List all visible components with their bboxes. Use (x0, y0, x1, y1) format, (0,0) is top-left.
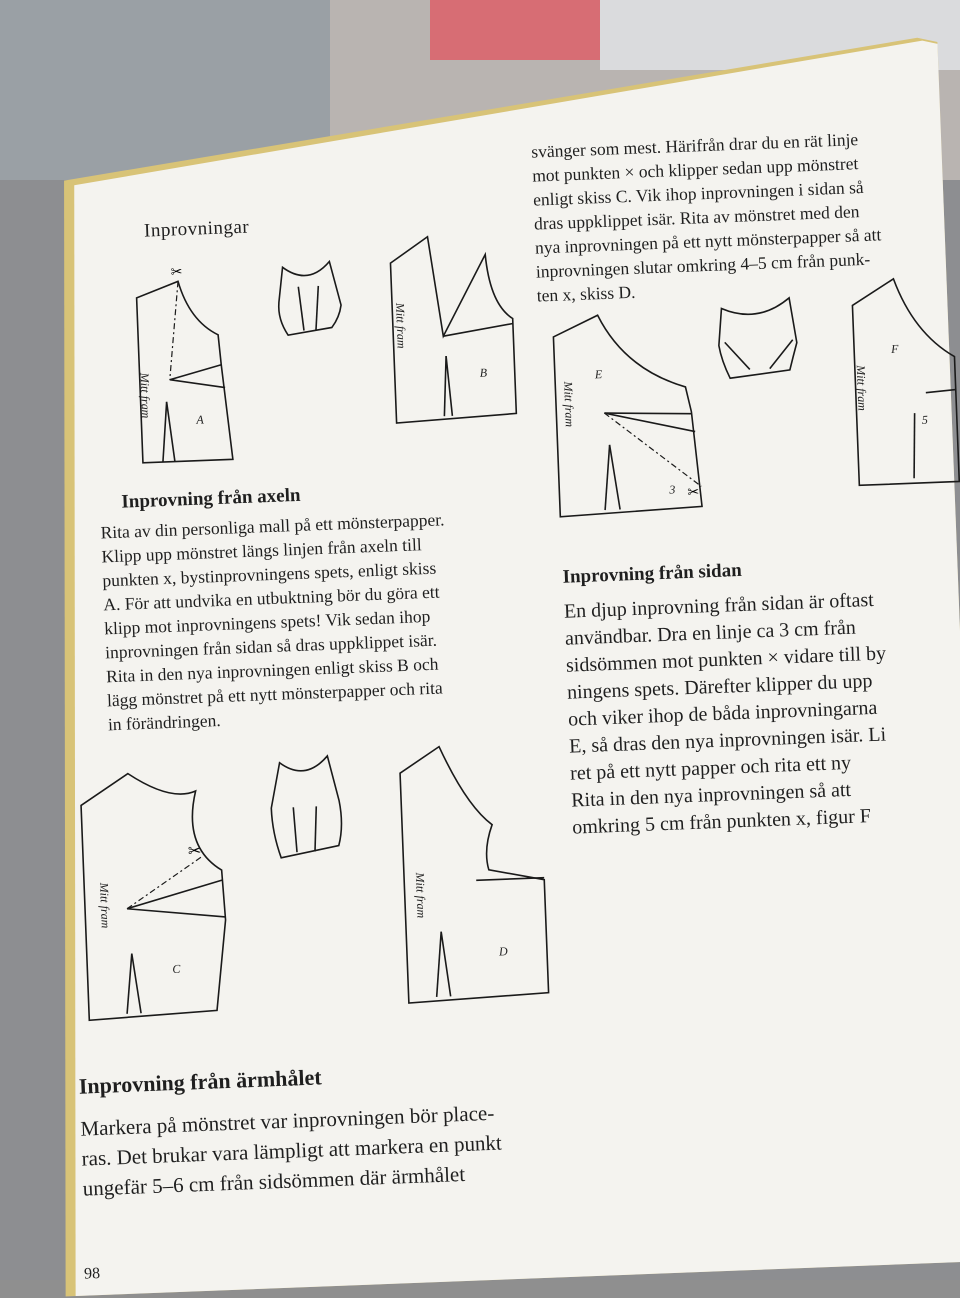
intro-line: ten x, skiss D. (536, 281, 636, 306)
figure-c-center-front: Mitt fram (97, 882, 113, 929)
sidan-line: ningens spets. Därefter klipper du upp (566, 669, 873, 704)
figure-b-label: B (479, 365, 488, 380)
sidan-line: användbar. Dra en linje ca 3 cm från (564, 616, 857, 650)
figure-c-label: C (172, 961, 181, 977)
axeln-line: Klipp upp mönstret längs linjen från axeln till (101, 534, 422, 567)
figure-f-label: F (890, 341, 899, 356)
figure-f-center-front: Mitt fram (853, 364, 870, 412)
bodice-sketch-2 (709, 287, 807, 381)
axeln-line: inprovningen från sidan så dras uppklippet isär. (104, 629, 438, 663)
figure-a-label: A (196, 412, 204, 427)
sidan-line: omkring 5 cm från punkten x, figur F (571, 805, 872, 839)
intro-line: inprovningen slutar omkring 4–5 cm från punk- (535, 248, 871, 282)
intro-line: mot punkten × och klipper sedan upp mönstret (531, 153, 859, 186)
figure-e-label: E (594, 367, 603, 382)
intro-line: svänger som mest. Härifrån drar du en rät linje (530, 129, 859, 162)
bodice-sketch-1 (267, 255, 350, 348)
figure-f-num5: 5 (921, 412, 929, 427)
axeln-line: lägg mönstret på ett nytt mönsterpapper och rita (106, 677, 443, 711)
axeln-line: Rita av din personliga mall på ett mönsterpapper. (100, 509, 445, 543)
figure-e-num3: 3 (669, 482, 676, 497)
intro-line: enligt skiss C. Vik ihop inprovningen i sidan så (532, 176, 864, 210)
sidan-line: och viker ihop de båda inprovningarna (567, 696, 878, 731)
sidan-line: En djup inprovning från sidan är oftast (563, 588, 875, 623)
axeln-line: punkten x, bystinprovningens spets, enligt skiss (102, 557, 437, 591)
heading-sidan: Inprovning från sidan (562, 559, 743, 588)
sidan-line: sidsömmen mot punkten × vidare till by (565, 642, 887, 677)
figure-d-label: D (498, 944, 508, 959)
page-number: 98 (83, 1265, 101, 1283)
axeln-line: in förändringen. (107, 710, 222, 735)
armhalet-line: ungefär 5–6 cm från sidsömmen där ärmhålet (82, 1161, 466, 1201)
axeln-line: klipp mot inprovningens spets! Vik sedan ihop (103, 605, 431, 639)
figure-a-center-front: Mitt fram (137, 372, 154, 419)
sidan-line: ret på ett nytt papper och rita ett ny (569, 751, 852, 785)
armhalet-line: Markera på mönstret var inprovningen bör place- (80, 1100, 495, 1141)
body-axeln (100, 504, 538, 736)
intro-line: nya inprovningen på ett nytt mönsterpapper så att (534, 224, 882, 258)
sidan-line: Rita in den nya inprovningen så att (570, 778, 852, 812)
svg-text:✂: ✂ (170, 264, 183, 281)
figure-e-center-front: Mitt fram (561, 381, 577, 428)
figure-d-center-front: Mitt fram (412, 872, 429, 919)
figure-b-center-front: Mitt fram (393, 302, 409, 349)
body-sidan (563, 583, 960, 841)
body-armhalet (80, 1095, 583, 1204)
armhalet-line: ras. Det brukar vara lämpligt att markera en punkt (81, 1130, 503, 1171)
figure-f (831, 261, 960, 496)
svg-text:✂: ✂ (687, 484, 700, 501)
figure-d (389, 727, 570, 1013)
svg-text:✂: ✂ (187, 840, 202, 861)
section-title: Inprovningar (143, 216, 250, 242)
sidan-line: E, så dras den nya inprovningen isär. Li (568, 723, 887, 758)
heading-armhalet: Inprovning från ärmhålet (78, 1064, 322, 1099)
axeln-line: Rita in den nya inprovningen enligt skiss B och (105, 653, 439, 687)
figure-a (125, 258, 263, 473)
intro-line: dras uppklippet isär. Rita av mönstret med den (533, 201, 860, 234)
axeln-line: A. För att undvika en utbuktning bör du göra ett (102, 581, 440, 615)
heading-axeln: Inprovning från axeln (121, 484, 301, 513)
bodice-sketch-3 (259, 745, 354, 868)
